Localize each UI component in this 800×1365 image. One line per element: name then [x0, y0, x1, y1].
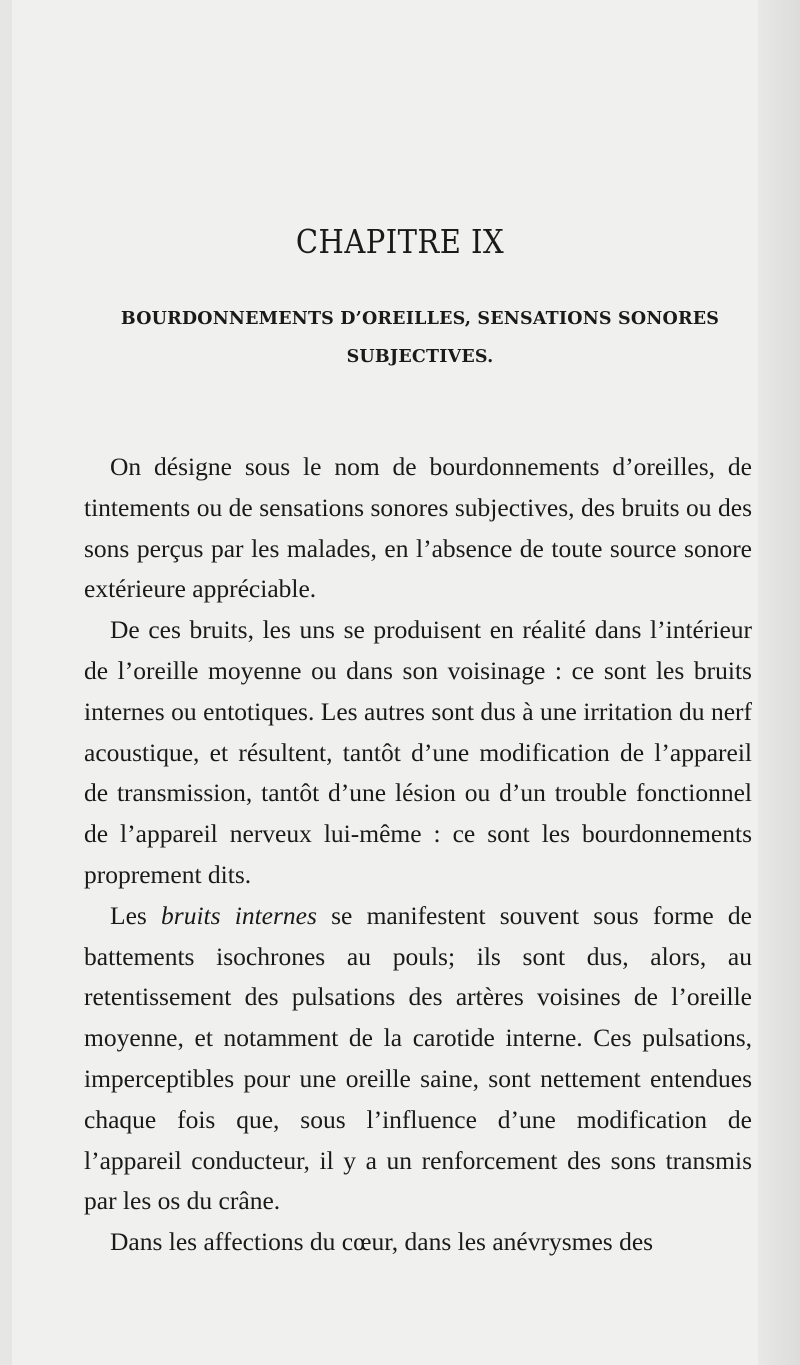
chapter-subtitle — [104, 300, 736, 376]
page-right-edge — [758, 0, 800, 1365]
chapter-subtitle-line-1: BOURDONNEMENTS D’OREILLES, SENSATIONS SONORES — [120, 309, 720, 329]
paragraph-4: Dans les affections du cœur, dans les anévrysmes des — [110, 1227, 654, 1257]
chapter-title: CHAPITRE IX — [295, 222, 505, 261]
paragraph-3 — [84, 896, 752, 1222]
page-left-edge — [0, 0, 12, 1365]
paragraph-2: De ces bruits, les uns se produisent en réalité dans l’intérieur de l’oreille moyenne ou dans son voisinage : ce sont les bruits internes ou entotiques. Les autres sont dus à une irritation du nerf acoustique, et résultent, tantôt d’une modification de l’appareil de transmission, tantôt d’une lésion ou d’un trouble fonctionnel de l’appareil nerveux lui-même : ce sont les bourdonnements proprement dits. — [84, 615, 752, 889]
paragraph-3-start: Les — [110, 900, 162, 930]
paragraph-3-rest: se manifestent souvent sous forme de battements isochrones au pouls; ils sont dus, alors, au retentissement des pulsations des artères voisines de l’oreille moyenne, et notamment de la carotide interne. Ces pulsations, imperceptibles pour une oreille saine, sont nettement entendues chaque fois que, sous l’influence d’une modification de l’appareil conducteur, il y a un renforcement des sons transmis par les os du crâne. — [84, 900, 753, 1216]
paragraph-3-italic-term: bruits internes — [161, 900, 317, 930]
body-text — [84, 447, 752, 1263]
chapter-subtitle-line-2: SUBJECTIVES. — [346, 347, 494, 367]
paragraph-1: On désigne sous le nom de bourdonnements d’oreilles, de tintements ou de sensations sonores subjectives, des bruits ou des sons perçus par les malades, en l’absence de toute source sonore extérieure appréciable. — [84, 452, 752, 604]
